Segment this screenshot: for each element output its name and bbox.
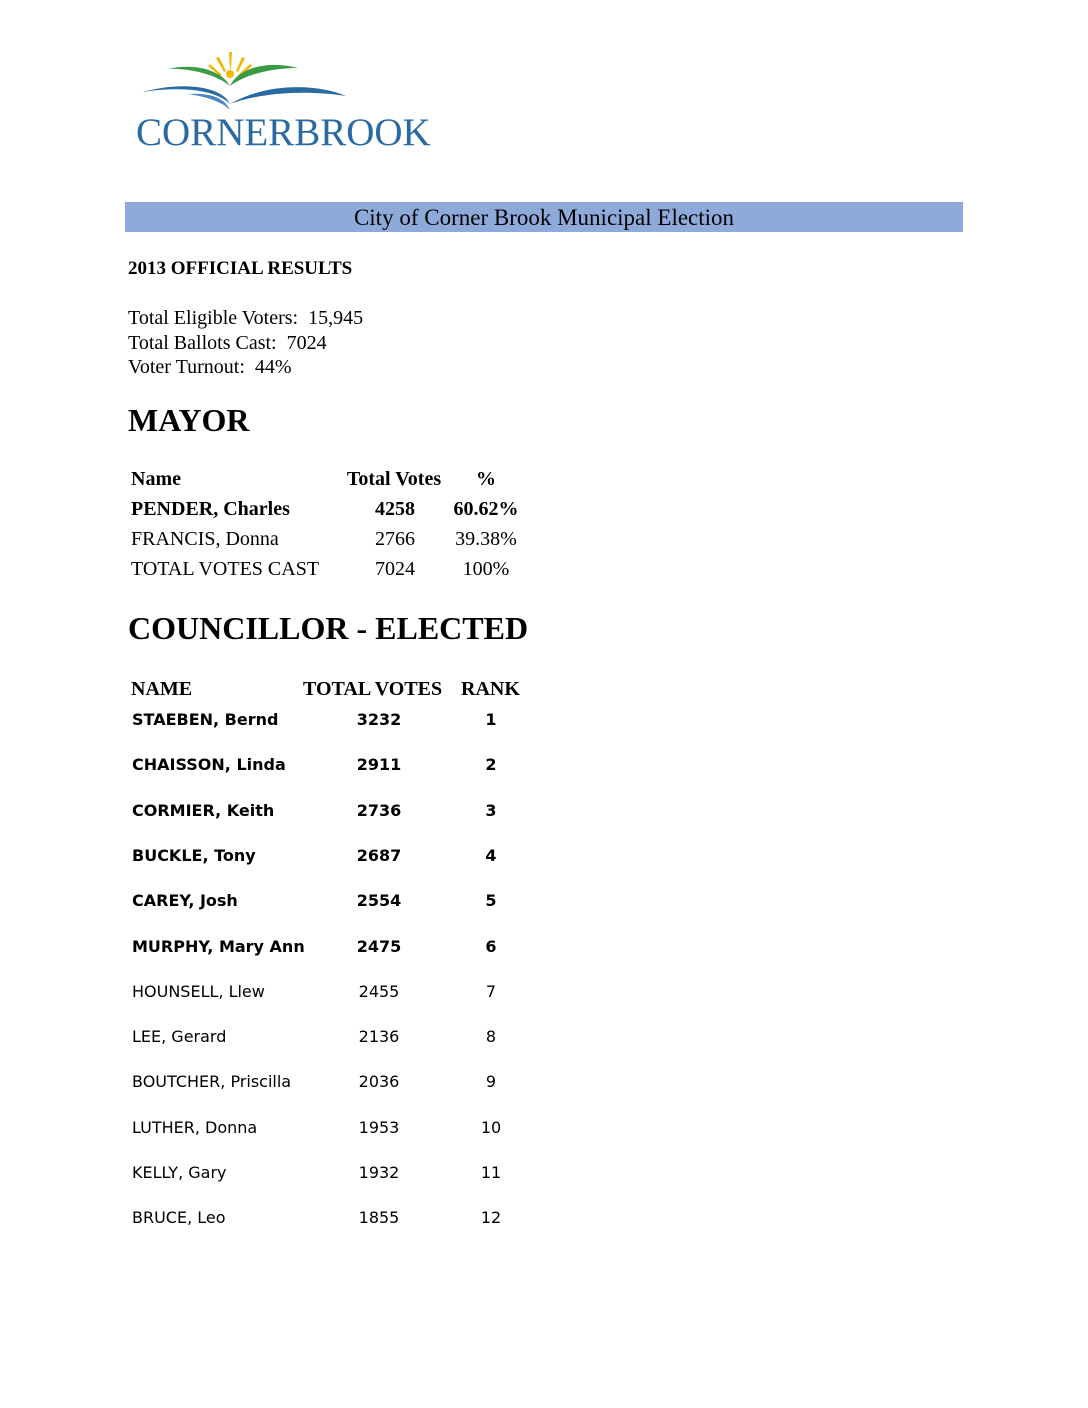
col-rank: RANK <box>461 678 520 700</box>
councillor-rank: 2 <box>485 755 497 774</box>
councillor-votes: 2736 <box>356 801 402 820</box>
councillor-name: BUCKLE, Tony <box>132 846 256 865</box>
mayor-heading: MAYOR <box>128 402 250 438</box>
councillor-name: MURPHY, Mary Ann <box>132 937 305 956</box>
title-banner: City of Corner Brook Municipal Election <box>125 202 963 232</box>
ballots-cast: Total Ballots Cast: 7024 <box>128 331 327 354</box>
councillor-name: CHAISSON, Linda <box>132 755 286 774</box>
sun-and-waves-logo-icon <box>128 44 448 119</box>
councillor-row <box>131 710 551 736</box>
councillor-rank: 12 <box>480 1208 502 1227</box>
councillor-rank: 3 <box>485 801 497 820</box>
candidate-percent: 39.38% <box>455 528 517 550</box>
councillor-name: LEE, Gerard <box>132 1027 227 1046</box>
councillor-rank: 11 <box>480 1163 502 1182</box>
col-total-votes: Total Votes <box>346 468 442 490</box>
councillor-votes: 3232 <box>356 710 402 729</box>
councillor-votes: 1953 <box>358 1118 400 1137</box>
total-percent: 100% <box>462 558 510 580</box>
councillor-votes: 2136 <box>358 1027 400 1046</box>
election-stats <box>128 306 363 380</box>
councillor-row <box>131 1072 551 1098</box>
councillor-votes: 1855 <box>358 1208 400 1227</box>
councillor-name: STAEBEN, Bernd <box>132 710 279 729</box>
councillor-rank: 4 <box>485 846 497 865</box>
councillor-votes: 2036 <box>358 1072 400 1091</box>
corner-brook-logo <box>128 44 448 159</box>
councillor-name: CORMIER, Keith <box>132 801 275 820</box>
voter-turnout: Voter Turnout: 44% <box>128 356 292 378</box>
col-name: Name <box>131 468 181 490</box>
total-votes: 7024 <box>375 558 415 580</box>
eligible-voters: Total Eligible Voters: 15,945 <box>128 307 364 329</box>
councillor-name: CAREY, Josh <box>132 891 238 910</box>
councillor-heading: COUNCILLOR - ELECTED <box>128 610 529 646</box>
councillor-row <box>131 982 551 1008</box>
councillor-votes: 2475 <box>356 937 402 956</box>
councillor-rank: 9 <box>485 1072 497 1091</box>
councillor-row <box>131 755 551 781</box>
total-label: TOTAL VOTES CAST <box>131 558 320 580</box>
councillor-rank: 10 <box>480 1118 502 1137</box>
candidate-name: PENDER, Charles <box>131 498 290 520</box>
councillor-row <box>131 1027 551 1053</box>
councillor-votes: 2455 <box>358 982 400 1001</box>
councillor-rank: 1 <box>485 710 497 729</box>
councillor-rank: 7 <box>485 982 497 1001</box>
councillor-header-row <box>131 678 551 704</box>
col-name: NAME <box>131 678 193 700</box>
col-total-votes: TOTAL VOTES <box>303 678 443 700</box>
councillor-name: HOUNSELL, Llew <box>132 982 265 1001</box>
candidate-votes: 2766 <box>375 528 415 550</box>
councillor-votes: 1932 <box>358 1163 400 1182</box>
councillor-row <box>131 937 551 963</box>
councillor-row <box>131 891 551 917</box>
candidate-name: FRANCIS, Donna <box>131 528 279 550</box>
councillor-row <box>131 846 551 872</box>
councillor-name: BRUCE, Leo <box>132 1208 226 1227</box>
councillor-row <box>131 1163 551 1189</box>
logo-wordmark: CORNERBROOK <box>136 111 431 154</box>
councillor-name: BOUTCHER, Priscilla <box>132 1072 292 1091</box>
councillor-rank: 8 <box>485 1027 497 1046</box>
col-percent: % <box>476 468 496 490</box>
candidate-percent: 60.62% <box>453 498 519 520</box>
results-subtitle: 2013 OFFICIAL RESULTS <box>128 258 353 279</box>
councillor-row <box>131 801 551 827</box>
councillor-row <box>131 1118 551 1144</box>
candidate-votes: 4258 <box>375 498 415 520</box>
councillor-rank: 6 <box>485 937 497 956</box>
councillor-row <box>131 1208 551 1234</box>
councillor-name: KELLY, Gary <box>132 1163 227 1182</box>
councillor-rank: 5 <box>485 891 497 910</box>
councillor-votes: 2687 <box>356 846 402 865</box>
councillor-votes: 2554 <box>356 891 402 910</box>
councillor-votes: 2911 <box>356 755 402 774</box>
councillor-name: LUTHER, Donna <box>132 1118 258 1137</box>
